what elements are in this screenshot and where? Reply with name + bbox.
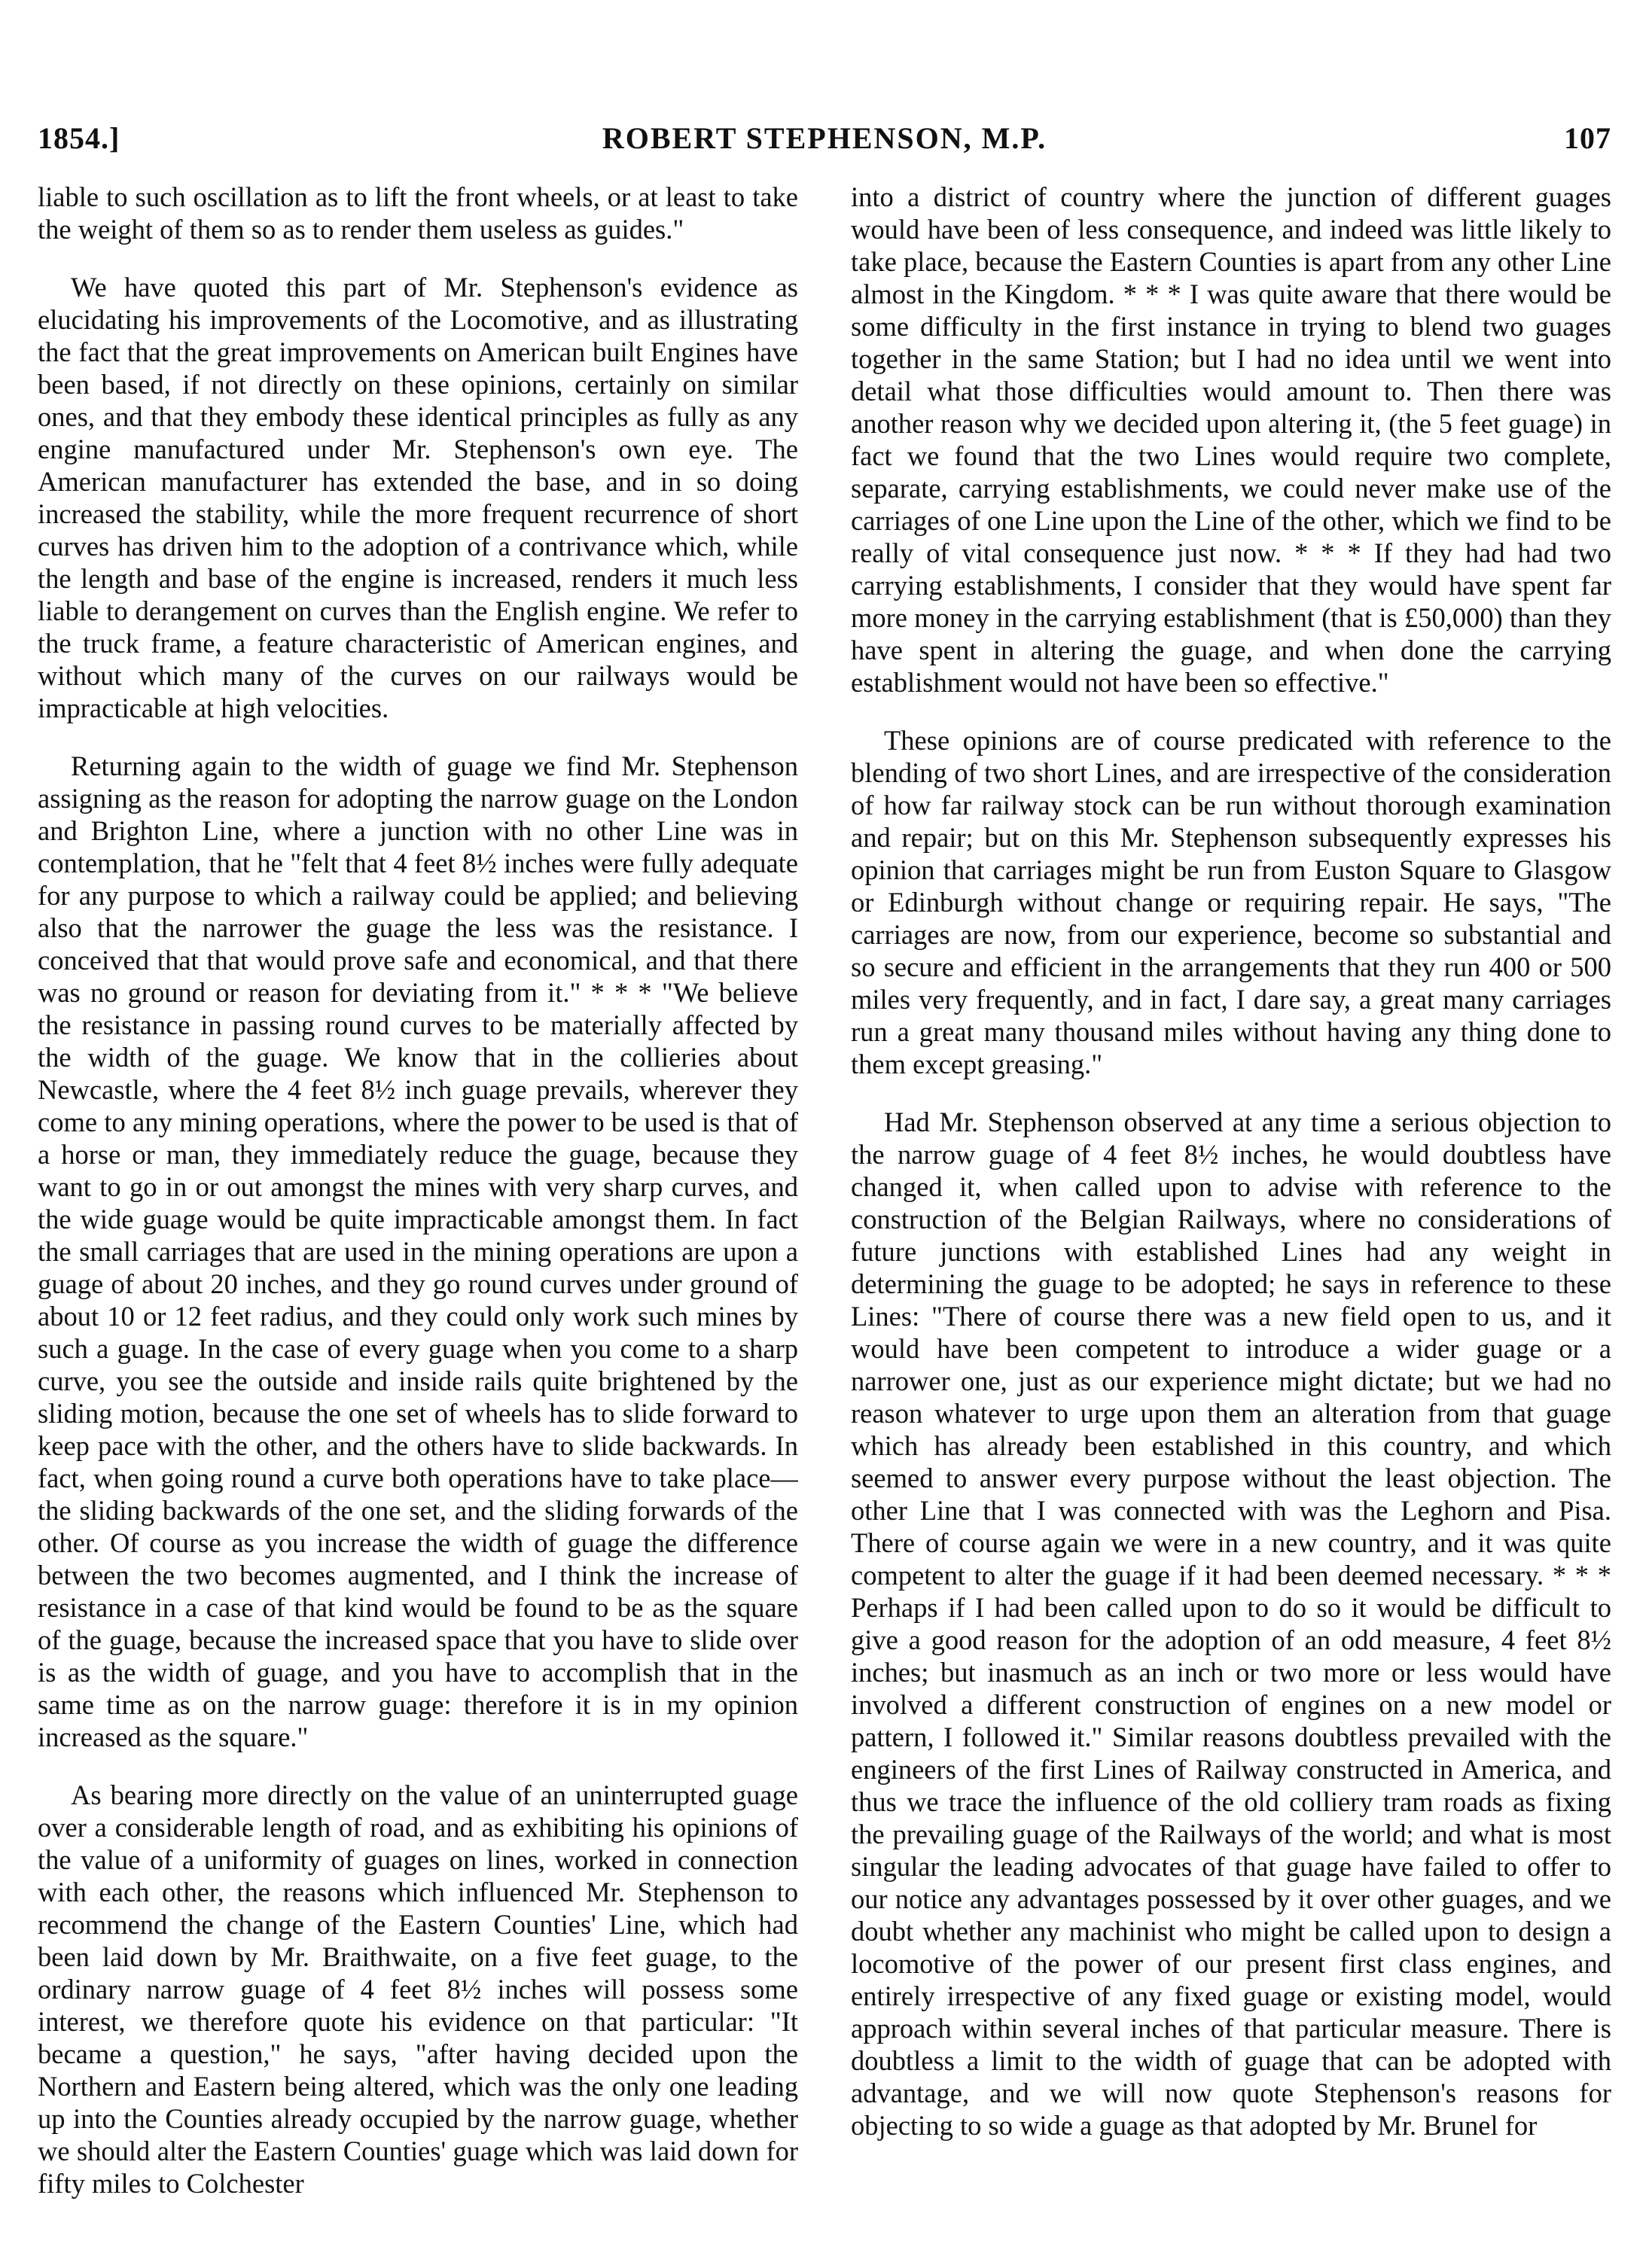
header-title: ROBERT STEPHENSON, M.P.: [602, 121, 1047, 155]
paragraph: Returning again to the width of guage we find Mr. Stephenson assigning as the reason for adopting the narrow guage on the London and Brighton Line, where a junction with no other Line was in contemplation, that he "felt that 4 feet 8½ inches were fully adequate for any purpose to which a railway could be applied; and believing also that the narrower the guage the less was the resistance. I conceived that that would prove safe and economical, and that there was no ground or reason for deviating from it." * * * "We believe the resistance in passing round curves to be materially affected by the width of the guage. We know that in the collieries about Newcastle, where the 4 feet 8½ inch guage prevails, wherever they come to any mining operations, where the power to be used is that of a horse or man, they immediately reduce the guage, because they want to go in or out amongst the mines with very sharp curves, and the wide guage would be quite impracticable amongst them. In fact the small carriages that are used in the mining operations are upon a guage of about 20 inches, and they go round curves under ground of about 10 or 12 feet radius, and they could only work such mines by such a guage. In the case of every guage when you come to a sharp curve, you see the outside and inside rails quite brightened by the sliding motion, because the one set of wheels has to slide forward to keep pace with the other, and the others have to slide backwards. In fact, when going round a curve both operations have to take place—the sliding backwards of the one set, and the sliding forwards of the other. Of course as you increase the width of guage the difference between the two becomes augmented, and I think the increase of resistance in a case of that kind would be found to be as the square of the guage, because the increased space that you have to slide over is as the width of guage, and you have to accomplish that in the same time as on the narrow guage: therefore it is in my opinion increased as the square.": [38, 750, 798, 1752]
paragraph: We have quoted this part of Mr. Stephenson's evidence as elucidating his improvements of the Locomotive, and as illustrating the fact that the great improvements on American built Engines have been based, if not directly on these opinions, certainly on similar ones, and that they embody these identical principles as fully as any engine manufactured under Mr. Stephenson's own eye. The American manufacturer has extended the base, and in so doing increased the stability, while the more frequent recurrence of short curves has driven him to the adoption of a contrivance which, while the length and base of the engine is increased, renders it much less liable to derangement on curves than the English engine. We refer to the truck frame, a feature characteristic of American engines, and without which many of the curves on our railways would be impracticable at high velocities.: [38, 272, 798, 723]
right-column: [851, 181, 1611, 2243]
document-page: [38, 120, 1611, 2243]
running-header: [38, 120, 1611, 166]
paragraph: Had Mr. Stephenson observed at any time a serious objection to the narrow guage of 4 feet 8½ inches, he would doubtless have changed it, when called upon to advise with reference to the construction of the Belgian Railways, where no considerations of future junctions with established Lines had any weight in determining the guage to be adopted; he says in reference to these Lines: "There of course there was a new field open to us, and it would have been competent to introduce a wider guage or a narrower one, just as our experience might dictate; but we had no reason whatever to urge upon them an alteration from that guage which has already been established in this country, and which seemed to answer every purpose without the least objection. The other Line that I was connected with was the Leghorn and Pisa. There of course again we were in a new country, and it was quite competent to alter the guage if it had been deemed necessary. * * * Perhaps if I had been called upon to do so it would be difficult to give a good reason for the adoption of an odd measure, 4 feet 8½ inches; but inasmuch as an inch or two more or less would have involved a different construction of engines on a new model or pattern, I followed it." Similar reasons doubtless prevailed with the engineers of the first Lines of Railway constructed in America, and thus we trace the influence of the old colliery tram roads as fixing the prevailing guage of the Railways of the world; and what is most singular the leading advocates of that guage have failed to offer to our notice any advantages possessed by it over other guages, and we doubt whether any machinist who might be called upon to design a locomotive of the power of our present first class engines, and entirely irrespective of any fixed guage or existing model, would approach within several inches of that particular measure. There is doubtless a limit to the width of guage that can be adopted with advantage, and we will now quote Stephenson's reasons for objecting to so wide a guage as that adopted by Mr. Brunel for: [851, 1107, 1611, 2141]
paragraph-continued: liable to such oscillation as to lift the front wheels, or at least to take the weight of them so as to render them useless as guides.": [38, 181, 798, 245]
header-year: 1854.]: [38, 121, 120, 155]
paragraph: These opinions are of course predicated with reference to the blending of two short Lines, and are irrespective of the consideration of how far railway stock can be run without thorough examination and repair; but on this Mr. Stephenson subsequently expresses his opinion that carriages might be run from Euston Square to Glasgow or Edinburgh without change or requiring repair. He says, "The carriages are now, from our experience, become so substantial and so secure and efficient in the arrangements that they run 400 or 500 miles very frequently, and in fact, I dare say, a great many carriages run a great many thousand miles without having any thing done to them except greasing.": [851, 725, 1611, 1079]
paragraph-continued: into a district of country where the junction of different guages would have been of less consequence, and indeed was little likely to take place, because the Eastern Counties is apart from any other Line almost in the Kingdom. * * * I was quite aware that there would be some difficulty in the first instance in trying to blend two guages together in the same Station; but I had no idea until we went into detail what those difficulties would amount to. Then there was another reason why we decided upon altering it, (the 5 feet guage) in fact we found that the two Lines would require two complete, separate, carrying establishments, we could never make use of the carriages of one Line upon the Line of the other, which we find to be really of vital consequence just now. * * * If they had had two carrying establishments, I consider that they would have spent far more money in the carrying establishment (that is £50,000) than they have spent in altering the guage, and when done the carrying establishment would not have been so effective.": [851, 181, 1611, 698]
paragraph: As bearing more directly on the value of an uninterrupted guage over a considerable length of road, and as exhibiting his opinions of the value of a uniformity of guages on lines, worked in connection with each other, the reasons which influenced Mr. Stephenson to recommend the change of the Eastern Counties' Line, which had been laid down by Mr. Braithwaite, on a five feet guage, to the ordinary narrow guage of 4 feet 8½ inches will possess some interest, we therefore quote his evidence on that particular: "It became a question," he says, "after having decided upon the Northern and Eastern being altered, which was the only one leading up into the Counties already occupied by the narrow guage, whether we should alter the Eastern Counties' guage which was laid down for fifty miles to Colchester: [38, 1779, 798, 2199]
page-number: 107: [1564, 121, 1611, 155]
text-columns: [38, 181, 1611, 2243]
left-column: [38, 181, 798, 2243]
